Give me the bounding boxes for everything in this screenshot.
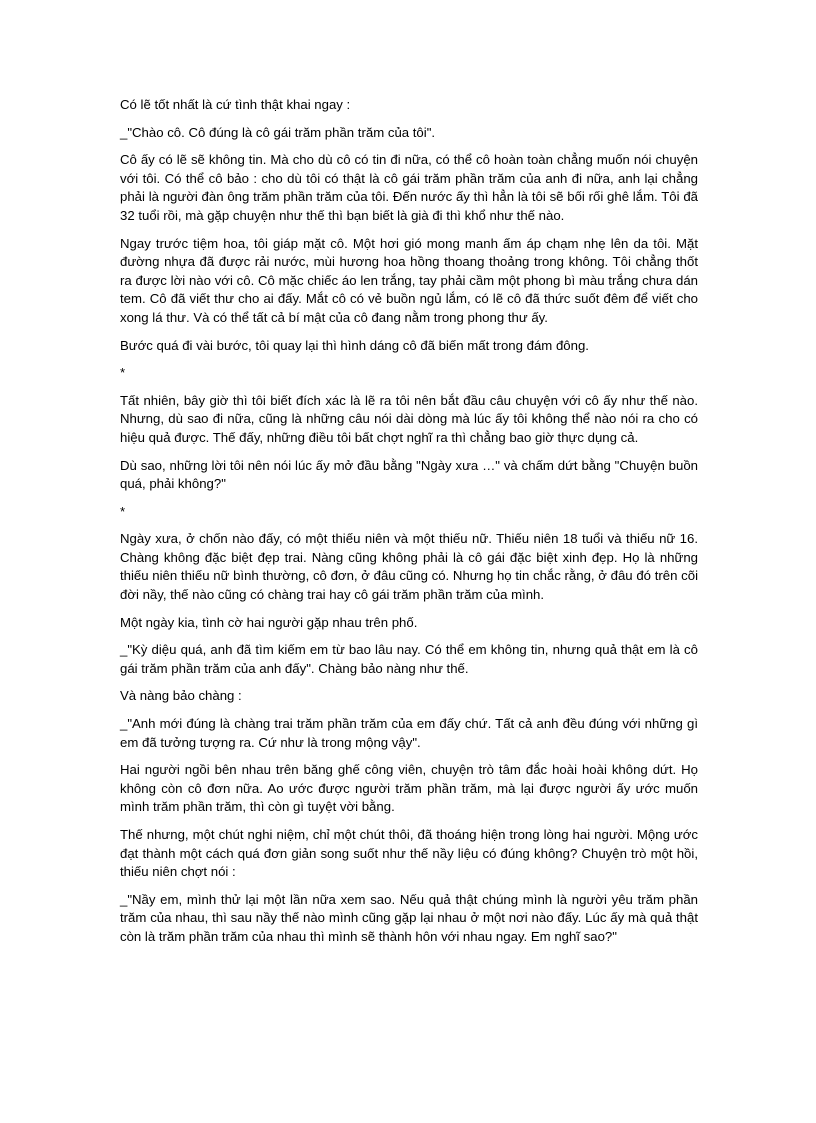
document-page xyxy=(120,96,698,956)
paragraph-she-vanished: Bước quá đi vài bước, tôi quay lại thì hình dáng cô đã biến mất trong đám đông. xyxy=(120,337,589,353)
paragraph-once-upon-a-time: Dù sao, những lời tôi nên nói lúc ấy mở đầu bằng "Ngày xưa …" và chấm dứt bằng "Chuyện buồn quá, phải không?" xyxy=(120,457,698,492)
paragraph-they-meet: Một ngày kia, tình cờ hai người gặp nhau trên phố. xyxy=(120,614,418,630)
section-separator: * xyxy=(120,503,126,519)
paragraph-how-to-begin: Tất nhiên, bây giờ thì tôi biết đích xác là lẽ ra tôi nên bắt đầu câu chuyện với cô ấy như thế nào. Nhưng, dù sao đi nữa, cũng là những câu nói dài dòng mà lúc ấy tôi không thể nào nói ra cho có hiệu quả được. Thế đấy, những điều tôi bất chợt nghĩ ra thì chẳng bao giờ thực dụng cả. xyxy=(120,392,698,445)
paragraph-doubt: Thế nhưng, một chút nghi niệm, chỉ một chút thôi, đã thoáng hiện trong lòng hai người. Mộng ước đạt thành một cách quá đơn giản song suốt như thế nầy liệu có đúng không? Chuyện trò một hồi, thiếu niên chợt nói : xyxy=(120,827,698,880)
paragraph-girl-says: _"Anh mới đúng là chàng trai trăm phần trăm của em đấy chứ. Tất cả anh đều đúng với những gì em đã tưởng tượng ra. Cứ như là trong mộng vậy". xyxy=(120,716,698,750)
paragraph-she-may-not-believe: Cô ấy có lẽ sẽ không tin. Mà cho dù cô có tin đi nữa, có thể cô hoàn toàn chẳng muốn nói chuyện với tôi. Có thể cô bảo : cho dù tôi có thật là cô gái trăm phần trăm của anh đi nữa, anh lại chẳng phải là người đàn ông trăm phần trăm của tôi. Đến nước ấy thì hẳn là tôi sẽ bối rối ghê lắm. Tôi đã 32 tuổi rồi, mà gặp chuyện như thế thì bạn biết là già đi thì khổ như thế nào. xyxy=(120,152,698,223)
paragraph-greeting-quote: _"Chào cô. Cô đúng là cô gái trăm phần trăm của tôi". xyxy=(120,124,436,140)
paragraph-park-bench: Hai người ngồi bên nhau trên băng ghế công viên, chuyện trò tâm đắc hoài hoài không dứt. Họ không còn cô đơn nữa. Ao ước được người trăm phần trăm, mà lại được người ấy ước muốn mình trăm phần trăm, thì còn gì tuyệt vời bằng. xyxy=(120,762,698,815)
paragraph-opening: Có lẽ tốt nhất là cứ tình thật khai ngay : xyxy=(120,97,351,112)
paragraph-girl-replies-intro: Và nàng bảo chàng : xyxy=(120,688,242,704)
section-separator: * xyxy=(120,365,126,381)
paragraph-boy-says: _"Kỳ diệu quá, anh đã tìm kiếm em từ bao lâu nay. Có thể em không tin, nhưng quả thật em là cô gái trăm phần trăm của anh đấy". Chàng bảo nàng như thế. xyxy=(120,642,698,676)
paragraph-flower-shop: Ngay trước tiệm hoa, tôi giáp mặt cô. Một hơi gió mong manh ấm áp chạm nhẹ lên da tôi. Mặt đường nhựa đã được rải nước, mùi hương hoa hồng thoang thoảng trong không. Tôi chẳng thốt ra được lời nào với cô. Cô mặc chiếc áo len trắng, tay phải cầm một phong bì màu trắng chưa dán tem. Cô đã viết thư cho ai đấy. Mắt cô có vẻ buồn ngủ lắm, có lẽ cô đã thức suốt đêm để viết cho xong lá thư. Và có thể tất cả bí mật của cô đang nằm trong phong thư ấy. xyxy=(120,235,698,325)
paragraph-boy-and-girl: Ngày xưa, ở chốn nào đấy, có một thiếu niên và một thiếu nữ. Thiếu niên 18 tuổi và thiếu nữ 16. Chàng không đặc biệt đẹp trai. Nàng cũng không phải là cô gái đặc biệt xinh đẹp. Họ là những thiếu niên thiếu nữ bình thường, cô đơn, ở đâu cũng có. Nhưng họ tin chắc rằng, ở đâu đó trên cõi đời nầy, thế nào cũng có chàng trai hay cô gái trăm phần trăm của mình. xyxy=(120,531,698,603)
paragraph-lets-test: _"Nầy em, mình thử lại một lần nữa xem sao. Nếu quả thật chúng mình là người yêu trăm phần trăm của nhau, thì sau nầy thế nào mình cũng gặp lại nhau ở một nơi nào đấy. Lúc ấy mà quả thật còn là trăm phần trăm của nhau thì mình sẽ thành hôn với nhau ngay. Em nghĩ sao?" xyxy=(120,891,698,944)
